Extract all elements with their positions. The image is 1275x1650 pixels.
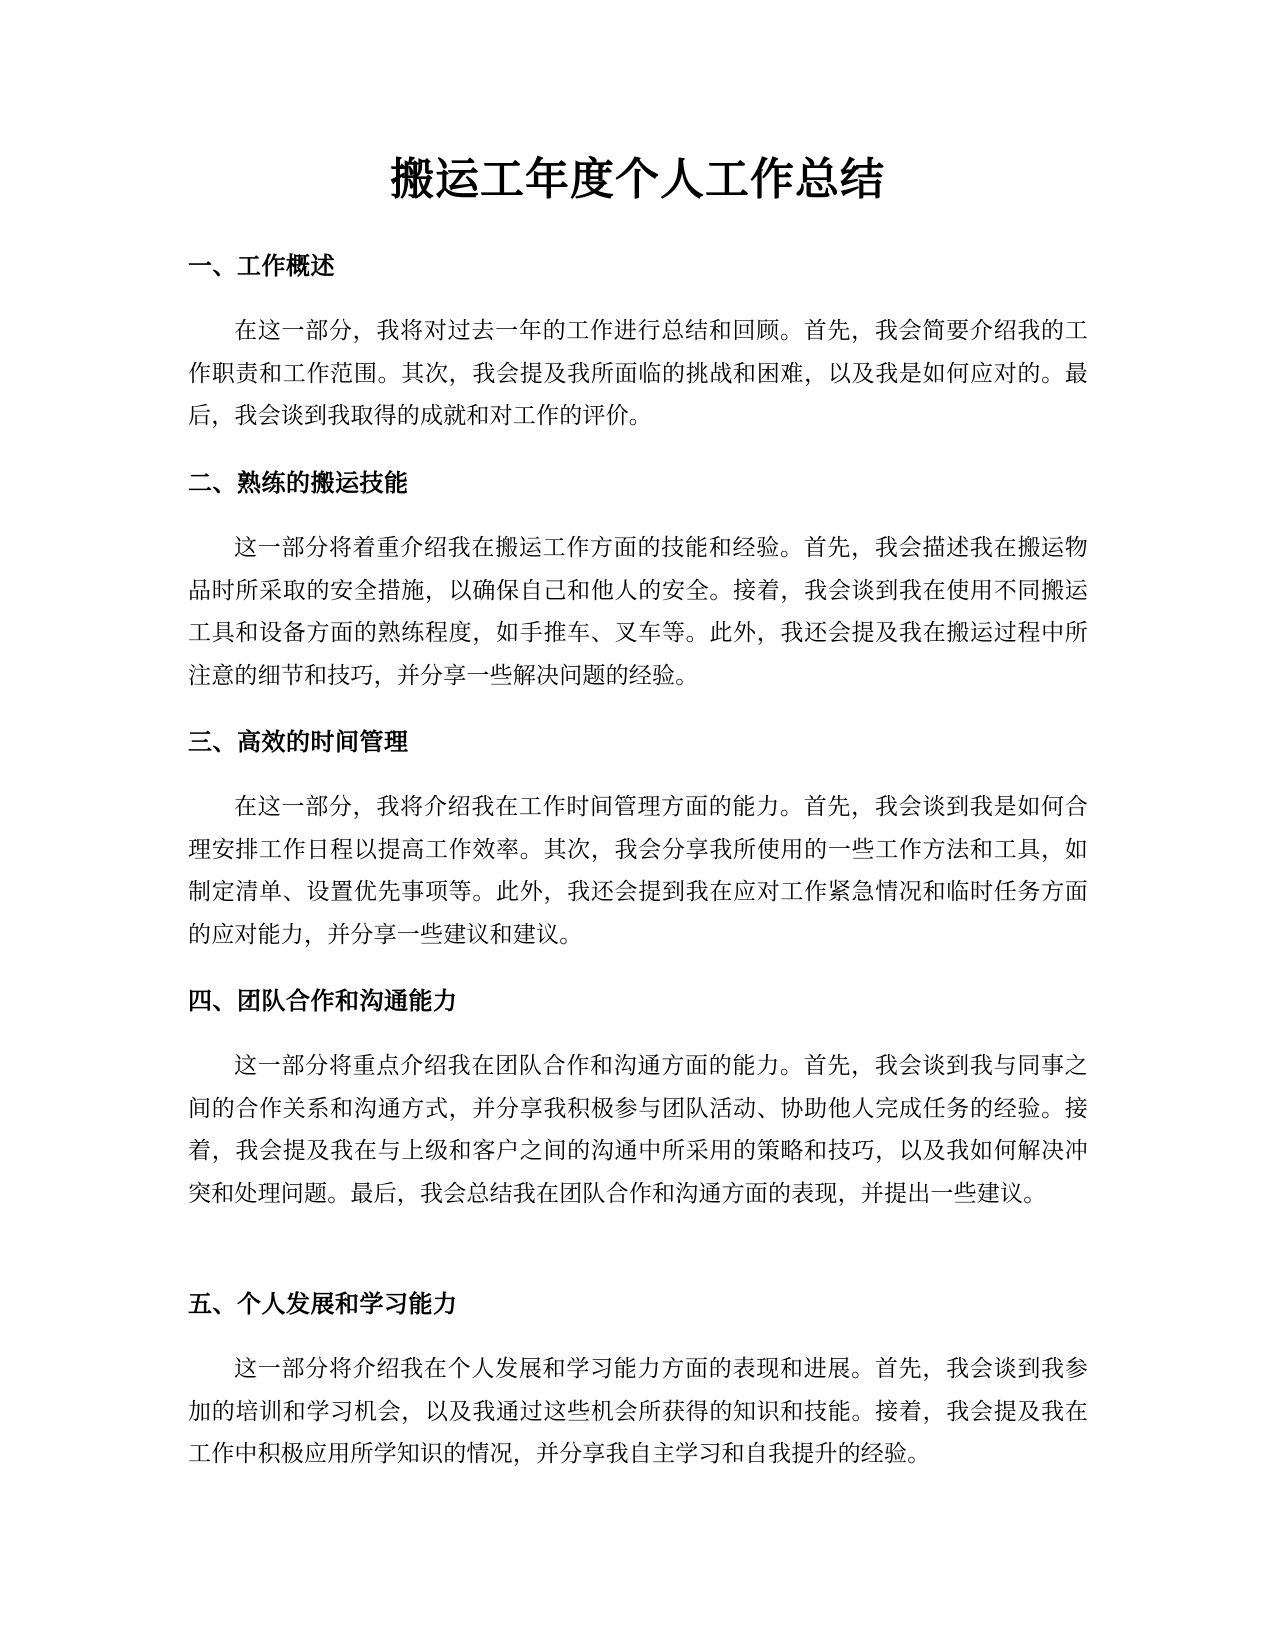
section-time-management (188, 726, 1088, 956)
section-paragraph: 在这一部分，我将介绍我在工作时间管理方面的能力。首先，我会谈到我是如何合理安排工作日程以提高工作效率。其次，我会分享我所使用的一些工作方法和工具，如制定清单、设置优先事项等。此外，我还会提到我在应对工作紧急情况和临时任务方面的应对能力，并分享一些建议和建议。 (188, 794, 1088, 948)
section-personal-development (188, 1288, 1088, 1476)
section-paragraph: 这一部分将重点介绍我在团队合作和沟通方面的能力。首先，我会谈到我与同事之间的合作关系和沟通方式，并分享我积极参与团队活动、协助他人完成任务的经验。接着，我会提及我在与上级和客户之间的沟通中所采用的策略和技巧，以及我如何解决冲突和处理问题。最后，我会总结我在团队合作和沟通方面的表现，并提出一些建议。 (188, 1053, 1088, 1207)
section-teamwork-communication (188, 985, 1088, 1215)
section-handling-skills (188, 467, 1088, 697)
section-heading: 三、高效的时间管理 (188, 728, 409, 756)
section-heading: 二、熟练的搬运技能 (188, 469, 409, 497)
document-title: 搬运工年度个人工作总结 (390, 154, 885, 205)
section-paragraph: 这一部分将着重介绍我在搬运工作方面的技能和经验。首先，我会描述我在搬运物品时所采取的安全措施，以确保自己和他人的安全。接着，我会谈到我在使用不同搬运工具和设备方面的熟练程度，如手推车、叉车等。此外，我还会提及我在搬运过程中所注意的细节和技巧，并分享一些解决问题的经验。 (188, 535, 1088, 689)
section-work-overview (188, 250, 1088, 438)
section-heading: 五、个人发展和学习能力 (188, 1290, 458, 1318)
section-heading: 四、团队合作和沟通能力 (188, 987, 458, 1015)
section-heading: 一、工作概述 (188, 252, 335, 280)
section-paragraph: 在这一部分，我将对过去一年的工作进行总结和回顾。首先，我会简要介绍我的工作职责和工作范围。其次，我会提及我所面临的挑战和困难，以及我是如何应对的。最后，我会谈到我取得的成就和对工作的评价。 (188, 318, 1088, 430)
section-paragraph: 这一部分将介绍我在个人发展和学习能力方面的表现和进展。首先，我会谈到我参加的培训和学习机会，以及我通过这些机会所获得的知识和技能。接着，我会提及我在工作中积极应用所学知识的情况，并分享我自主学习和自我提升的经验。 (188, 1356, 1088, 1468)
